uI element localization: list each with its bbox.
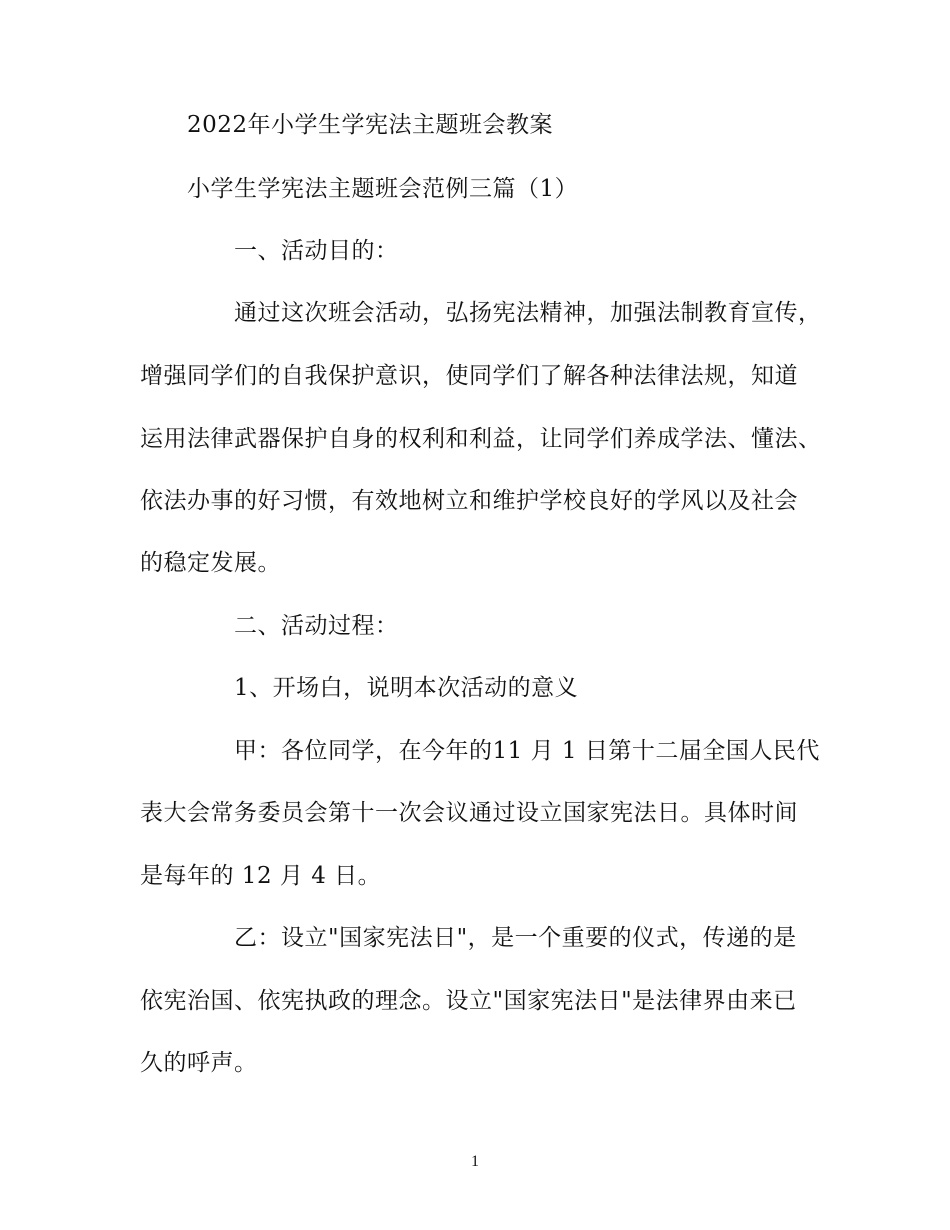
- paragraph-line: 久的呼声。: [140, 1050, 258, 1076]
- list-item: 1、开场白，说明本次活动的意义: [234, 675, 579, 701]
- document-title: 2022年小学生学宪法主题班会教案: [187, 112, 554, 138]
- paragraph-line: 表大会常务委员会第十一次会议通过设立国家宪法日。具体时间: [140, 800, 798, 826]
- paragraph-line: 增强同学们的自我保护意识，使同学们了解各种法律法规，知道: [140, 363, 798, 389]
- paragraph-line: 甲：各位同学，在今年的11 月 1 日第十二届全国人民代: [234, 738, 820, 764]
- paragraph-line: 依宪治国、依宪执政的理念。设立"国家宪法日"是法律界由来已: [140, 988, 797, 1014]
- paragraph-line: 运用法律武器保护自身的权利和利益，让同学们养成学法、懂法、: [140, 426, 822, 452]
- document-subtitle: 小学生学宪法主题班会范例三篇（1）: [187, 176, 579, 202]
- paragraph-line: 的稳定发展。: [140, 550, 281, 576]
- paragraph-line: 乙：设立"国家宪法日"，是一个重要的仪式，传递的是: [234, 925, 797, 951]
- paragraph-line: 通过这次班会活动，弘扬宪法精神，加强法制教育宣传，: [234, 300, 822, 326]
- page-number: 1: [471, 1153, 479, 1170]
- paragraph-line: 依法办事的好习惯，有效地树立和维护学校良好的学风以及社会: [140, 488, 798, 514]
- paragraph-line: 是每年的 12 月 4 日。: [140, 863, 382, 889]
- section-heading-process: 二、活动过程：: [234, 613, 399, 639]
- section-heading-purpose: 一、活动目的：: [234, 238, 399, 264]
